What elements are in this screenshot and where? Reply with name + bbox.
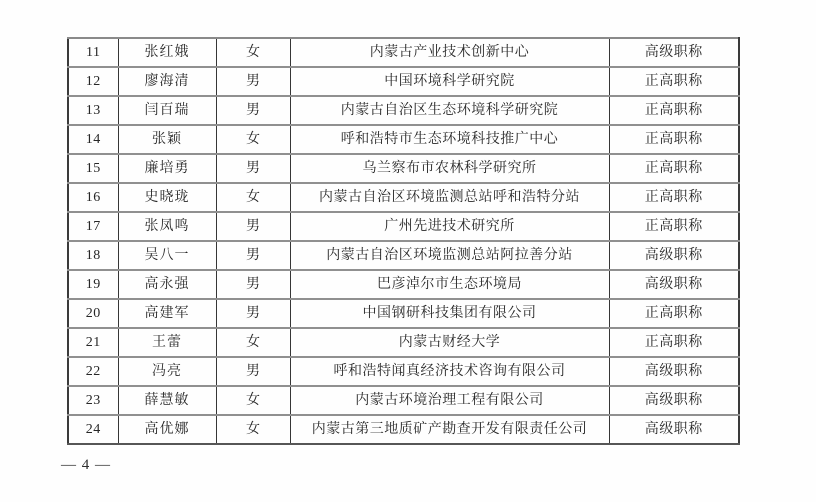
name-cell: 张颖 <box>118 125 216 154</box>
organization-cell: 内蒙古环境治理工程有限公司 <box>290 386 609 415</box>
gender-cell: 男 <box>216 96 290 125</box>
row-number-cell: 16 <box>68 183 118 212</box>
gender-cell: 男 <box>216 212 290 241</box>
gender-cell: 女 <box>216 415 290 444</box>
table-row <box>68 183 739 212</box>
table-row <box>68 328 739 357</box>
organization-cell: 内蒙古财经大学 <box>290 328 609 357</box>
table-row <box>68 241 739 270</box>
table-row <box>68 415 739 444</box>
row-number-cell: 19 <box>68 270 118 299</box>
name-cell: 史晓珑 <box>118 183 216 212</box>
name-cell: 吴八一 <box>118 241 216 270</box>
name-cell: 冯亮 <box>118 357 216 386</box>
title-cell: 正高职称 <box>609 183 739 212</box>
title-cell: 正高职称 <box>609 299 739 328</box>
name-cell: 高优娜 <box>118 415 216 444</box>
title-cell: 高级职称 <box>609 386 739 415</box>
row-number-cell: 21 <box>68 328 118 357</box>
gender-cell: 男 <box>216 67 290 96</box>
gender-cell: 男 <box>216 241 290 270</box>
title-cell: 正高职称 <box>609 67 739 96</box>
gender-cell: 男 <box>216 154 290 183</box>
organization-cell: 内蒙古自治区环境监测总站呼和浩特分站 <box>290 183 609 212</box>
title-cell: 高级职称 <box>609 357 739 386</box>
table-row <box>68 386 739 415</box>
organization-cell: 中国环境科学研究院 <box>290 67 609 96</box>
organization-cell: 内蒙古自治区环境监测总站阿拉善分站 <box>290 241 609 270</box>
row-number-cell: 15 <box>68 154 118 183</box>
table-row <box>68 38 739 67</box>
name-cell: 高永强 <box>118 270 216 299</box>
table-row <box>68 299 739 328</box>
gender-cell: 男 <box>216 299 290 328</box>
name-cell: 薛慧敏 <box>118 386 216 415</box>
title-cell: 高级职称 <box>609 241 739 270</box>
table-row <box>68 67 739 96</box>
personnel-roster-table <box>67 37 740 445</box>
title-cell: 正高职称 <box>609 96 739 125</box>
row-number-cell: 24 <box>68 415 118 444</box>
table-row <box>68 270 739 299</box>
gender-cell: 女 <box>216 38 290 67</box>
organization-cell: 呼和浩特市生态环境科技推广中心 <box>290 125 609 154</box>
organization-cell: 乌兰察布市农林科学研究所 <box>290 154 609 183</box>
name-cell: 张凤鸣 <box>118 212 216 241</box>
organization-cell: 巴彦淖尔市生态环境局 <box>290 270 609 299</box>
table-row <box>68 154 739 183</box>
row-number-cell: 11 <box>86 44 101 60</box>
row-number-cell: 17 <box>68 212 118 241</box>
row-number-cell: 14 <box>68 125 118 154</box>
title-cell: 正高职称 <box>609 154 739 183</box>
gender-cell: 女 <box>216 386 290 415</box>
table-row <box>68 212 739 241</box>
title-cell: 正高职称 <box>609 125 739 154</box>
organization-cell: 呼和浩特闻真经济技术咨询有限公司 <box>290 357 609 386</box>
name-cell: 王蕾 <box>118 328 216 357</box>
name-cell: 廉培勇 <box>118 154 216 183</box>
name-cell: 张红娥 <box>118 38 216 67</box>
row-number-cell: 18 <box>68 241 118 270</box>
gender-cell: 女 <box>216 125 290 154</box>
table-row <box>68 125 739 154</box>
title-cell: 正高职称 <box>609 328 739 357</box>
row-number-cell: 22 <box>68 357 118 386</box>
organization-cell: 内蒙古第三地质矿产勘查开发有限责任公司 <box>290 415 609 444</box>
name-cell: 闫百瑞 <box>118 96 216 125</box>
gender-cell: 男 <box>216 357 290 386</box>
organization-cell: 中国钢研科技集团有限公司 <box>290 299 609 328</box>
title-cell: 高级职称 <box>609 38 739 67</box>
title-cell: 高级职称 <box>609 270 739 299</box>
row-number-cell: 13 <box>68 96 118 125</box>
row-number-cell: 12 <box>68 67 118 96</box>
gender-cell: 男 <box>216 270 290 299</box>
organization-cell: 内蒙古产业技术创新中心 <box>290 38 609 67</box>
name-cell: 廖海清 <box>118 67 216 96</box>
gender-cell: 女 <box>216 183 290 212</box>
table-row <box>68 357 739 386</box>
organization-cell: 广州先进技术研究所 <box>290 212 609 241</box>
title-cell: 正高职称 <box>609 212 739 241</box>
row-number-cell: 23 <box>68 386 118 415</box>
organization-cell: 内蒙古自治区生态环境科学研究院 <box>290 96 609 125</box>
gender-cell: 女 <box>216 328 290 357</box>
table-row <box>68 96 739 125</box>
name-cell: 高建军 <box>118 299 216 328</box>
title-cell: 高级职称 <box>609 415 739 444</box>
row-number-cell: 20 <box>68 299 118 328</box>
page-number: — 4 — <box>61 457 111 473</box>
personnel-roster-body <box>68 38 739 444</box>
